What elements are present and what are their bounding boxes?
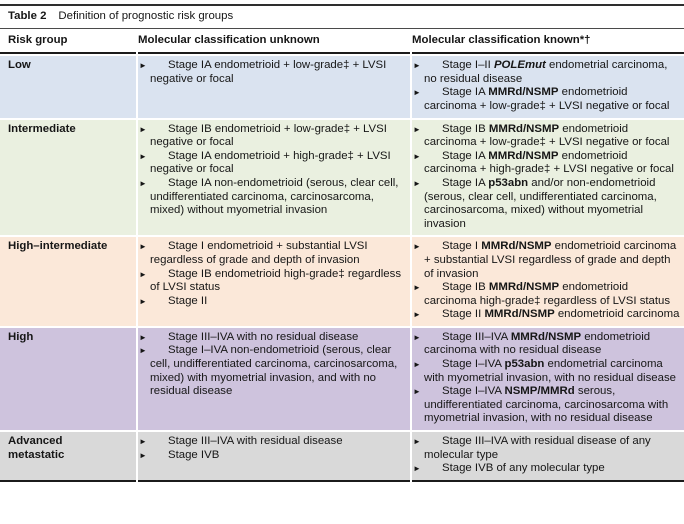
triangle-bullet-icon: ► (413, 437, 421, 447)
criterion-item: ► Stage I–IVA non-endometrioid (serous, clear cell, undifferentiated carcinoma, carcinosarcoma, mixed) with myometrial invasion, and with no residual disease (139, 344, 398, 398)
triangle-bullet-icon: ► (413, 151, 421, 161)
criterion-item: ► Stage II MMRd/NSMP endometrioid carcinoma (413, 308, 680, 321)
risk-group-cell (0, 432, 136, 482)
criterion-item: ► Stage IB MMRd/NSMP endometrioid carcinoma high-grade‡ regardless of LVSI status (413, 281, 671, 307)
triangle-bullet-icon: ► (413, 310, 421, 320)
risk-group-cell (0, 328, 136, 430)
risk-group-label: High–intermediate (8, 240, 108, 253)
triangle-bullet-icon: ► (413, 178, 421, 188)
molecular-unknown-cell (138, 328, 410, 430)
triangle-bullet-icon: ► (139, 346, 147, 356)
triangle-bullet-icon: ► (413, 61, 421, 71)
triangle-bullet-icon: ► (139, 124, 147, 134)
triangle-bullet-icon: ► (139, 296, 147, 306)
triangle-bullet-icon: ► (139, 242, 147, 252)
criterion-item: ► Stage III–IVA with residual disease of any molecular type (413, 435, 651, 461)
triangle-bullet-icon: ► (139, 437, 147, 447)
triangle-bullet-icon: ► (139, 269, 147, 279)
criterion-item: ► Stage IVB of any molecular type (413, 462, 605, 475)
molecular-known-cell (412, 120, 684, 236)
table-number-label: Table 2 (8, 10, 47, 22)
molecular-known-cell (412, 432, 684, 482)
criterion-item: ► Stage IA endometrioid + low-grade‡ + LVSI negative or focal (139, 59, 387, 85)
risk-group-label: Low (8, 59, 31, 72)
triangle-bullet-icon: ► (413, 464, 421, 474)
triangle-bullet-icon: ► (139, 61, 147, 71)
molecular-unknown-cell (138, 237, 410, 326)
triangle-bullet-icon: ► (413, 124, 421, 134)
column-header-molecular-unknown: Molecular classification unknown (138, 29, 410, 55)
molecular-unknown-cell (138, 120, 410, 236)
criterion-item: ► Stage III–IVA with residual disease (139, 435, 343, 448)
triangle-bullet-icon: ► (139, 332, 147, 342)
triangle-bullet-icon: ► (413, 332, 421, 342)
triangle-bullet-icon: ► (139, 450, 147, 460)
criterion-item: ► Stage I MMRd/NSMP endometrioid carcinoma + substantial LVSI regardless of grade and depth of invasion (413, 240, 677, 280)
risk-group-label: High (8, 330, 34, 343)
criterion-item: ► Stage IVB (139, 448, 220, 461)
criterion-item: ► Stage IB endometrioid + low-grade‡ + LVSI negative or focal (139, 122, 387, 149)
criterion-item: ► Stage IA non-endometrioid (serous, clear cell, undifferentiated carcinoma, carcinosarcoma, mixed) without myometrial invasion (139, 176, 399, 217)
criterion-item: ► Stage IA endometrioid + high-grade‡ + LVSI negative or focal (139, 149, 391, 176)
criterion-item: ► Stage III–IVA MMRd/NSMP endometrioid carcinoma with no residual disease (413, 330, 651, 357)
molecular-known-cell (412, 328, 684, 430)
criterion-item: ► Stage III–IVA with no residual disease (139, 330, 359, 343)
triangle-bullet-icon: ► (413, 387, 421, 397)
molecular-unknown-cell (138, 56, 410, 117)
column-header-molecular-known: Molecular classification known*† (412, 29, 684, 55)
criterion-item: ► Stage I–IVA NSMP/MMRd serous, undifferentiated carcinoma, carcinosarcoma with myometrial invasion, with no residual disease (413, 385, 669, 425)
triangle-bullet-icon: ► (413, 283, 421, 293)
criterion-item: ► Stage I–IVA p53abn endometrial carcinoma with myometrial invasion, with no residual disease (413, 358, 676, 384)
risk-group-label: Advanced metastatic (8, 435, 65, 461)
triangle-bullet-icon: ► (139, 151, 147, 161)
risk-group-cell (0, 237, 136, 326)
risk-groups-table (0, 29, 684, 482)
criterion-item: ► Stage II (139, 294, 208, 307)
triangle-bullet-icon: ► (413, 88, 421, 98)
column-header-risk-group: Risk group (0, 29, 136, 55)
triangle-bullet-icon: ► (413, 360, 421, 370)
criterion-item: ► Stage I endometrioid + substantial LVSI regardless of grade and depth of invasion (139, 240, 368, 266)
triangle-bullet-icon: ► (413, 242, 421, 252)
criterion-item: ► Stage I–II POLEmut endometrial carcinoma, no residual disease (413, 59, 668, 85)
risk-group-label: Intermediate (8, 122, 76, 135)
table-title (0, 6, 684, 28)
criterion-item: ► Stage IA p53abn and/or non-endometrioid (serous, clear cell, undifferentiated carcinoma, carcinosarcoma, mixed) without myometrial invasion (413, 176, 657, 230)
molecular-known-cell (412, 237, 684, 326)
risk-group-cell (0, 56, 136, 117)
risk-group-cell (0, 120, 136, 236)
molecular-unknown-cell (138, 432, 410, 482)
molecular-known-cell (412, 56, 684, 117)
criterion-item: ► Stage IA MMRd/NSMP endometrioid carcinoma + high-grade‡ + LVSI negative or focal (413, 149, 674, 176)
criterion-item: ► Stage IB endometrioid high-grade‡ regardless of LVSI status (139, 267, 402, 294)
criterion-item: ► Stage IB MMRd/NSMP endometrioid carcinoma + low-grade‡ + LVSI negative or focal (413, 122, 670, 149)
table-caption: Definition of prognostic risk groups (58, 10, 234, 22)
criterion-item: ► Stage IA MMRd/NSMP endometrioid carcinoma + low-grade‡ + LVSI negative or focal (413, 86, 670, 112)
triangle-bullet-icon: ► (139, 178, 147, 188)
